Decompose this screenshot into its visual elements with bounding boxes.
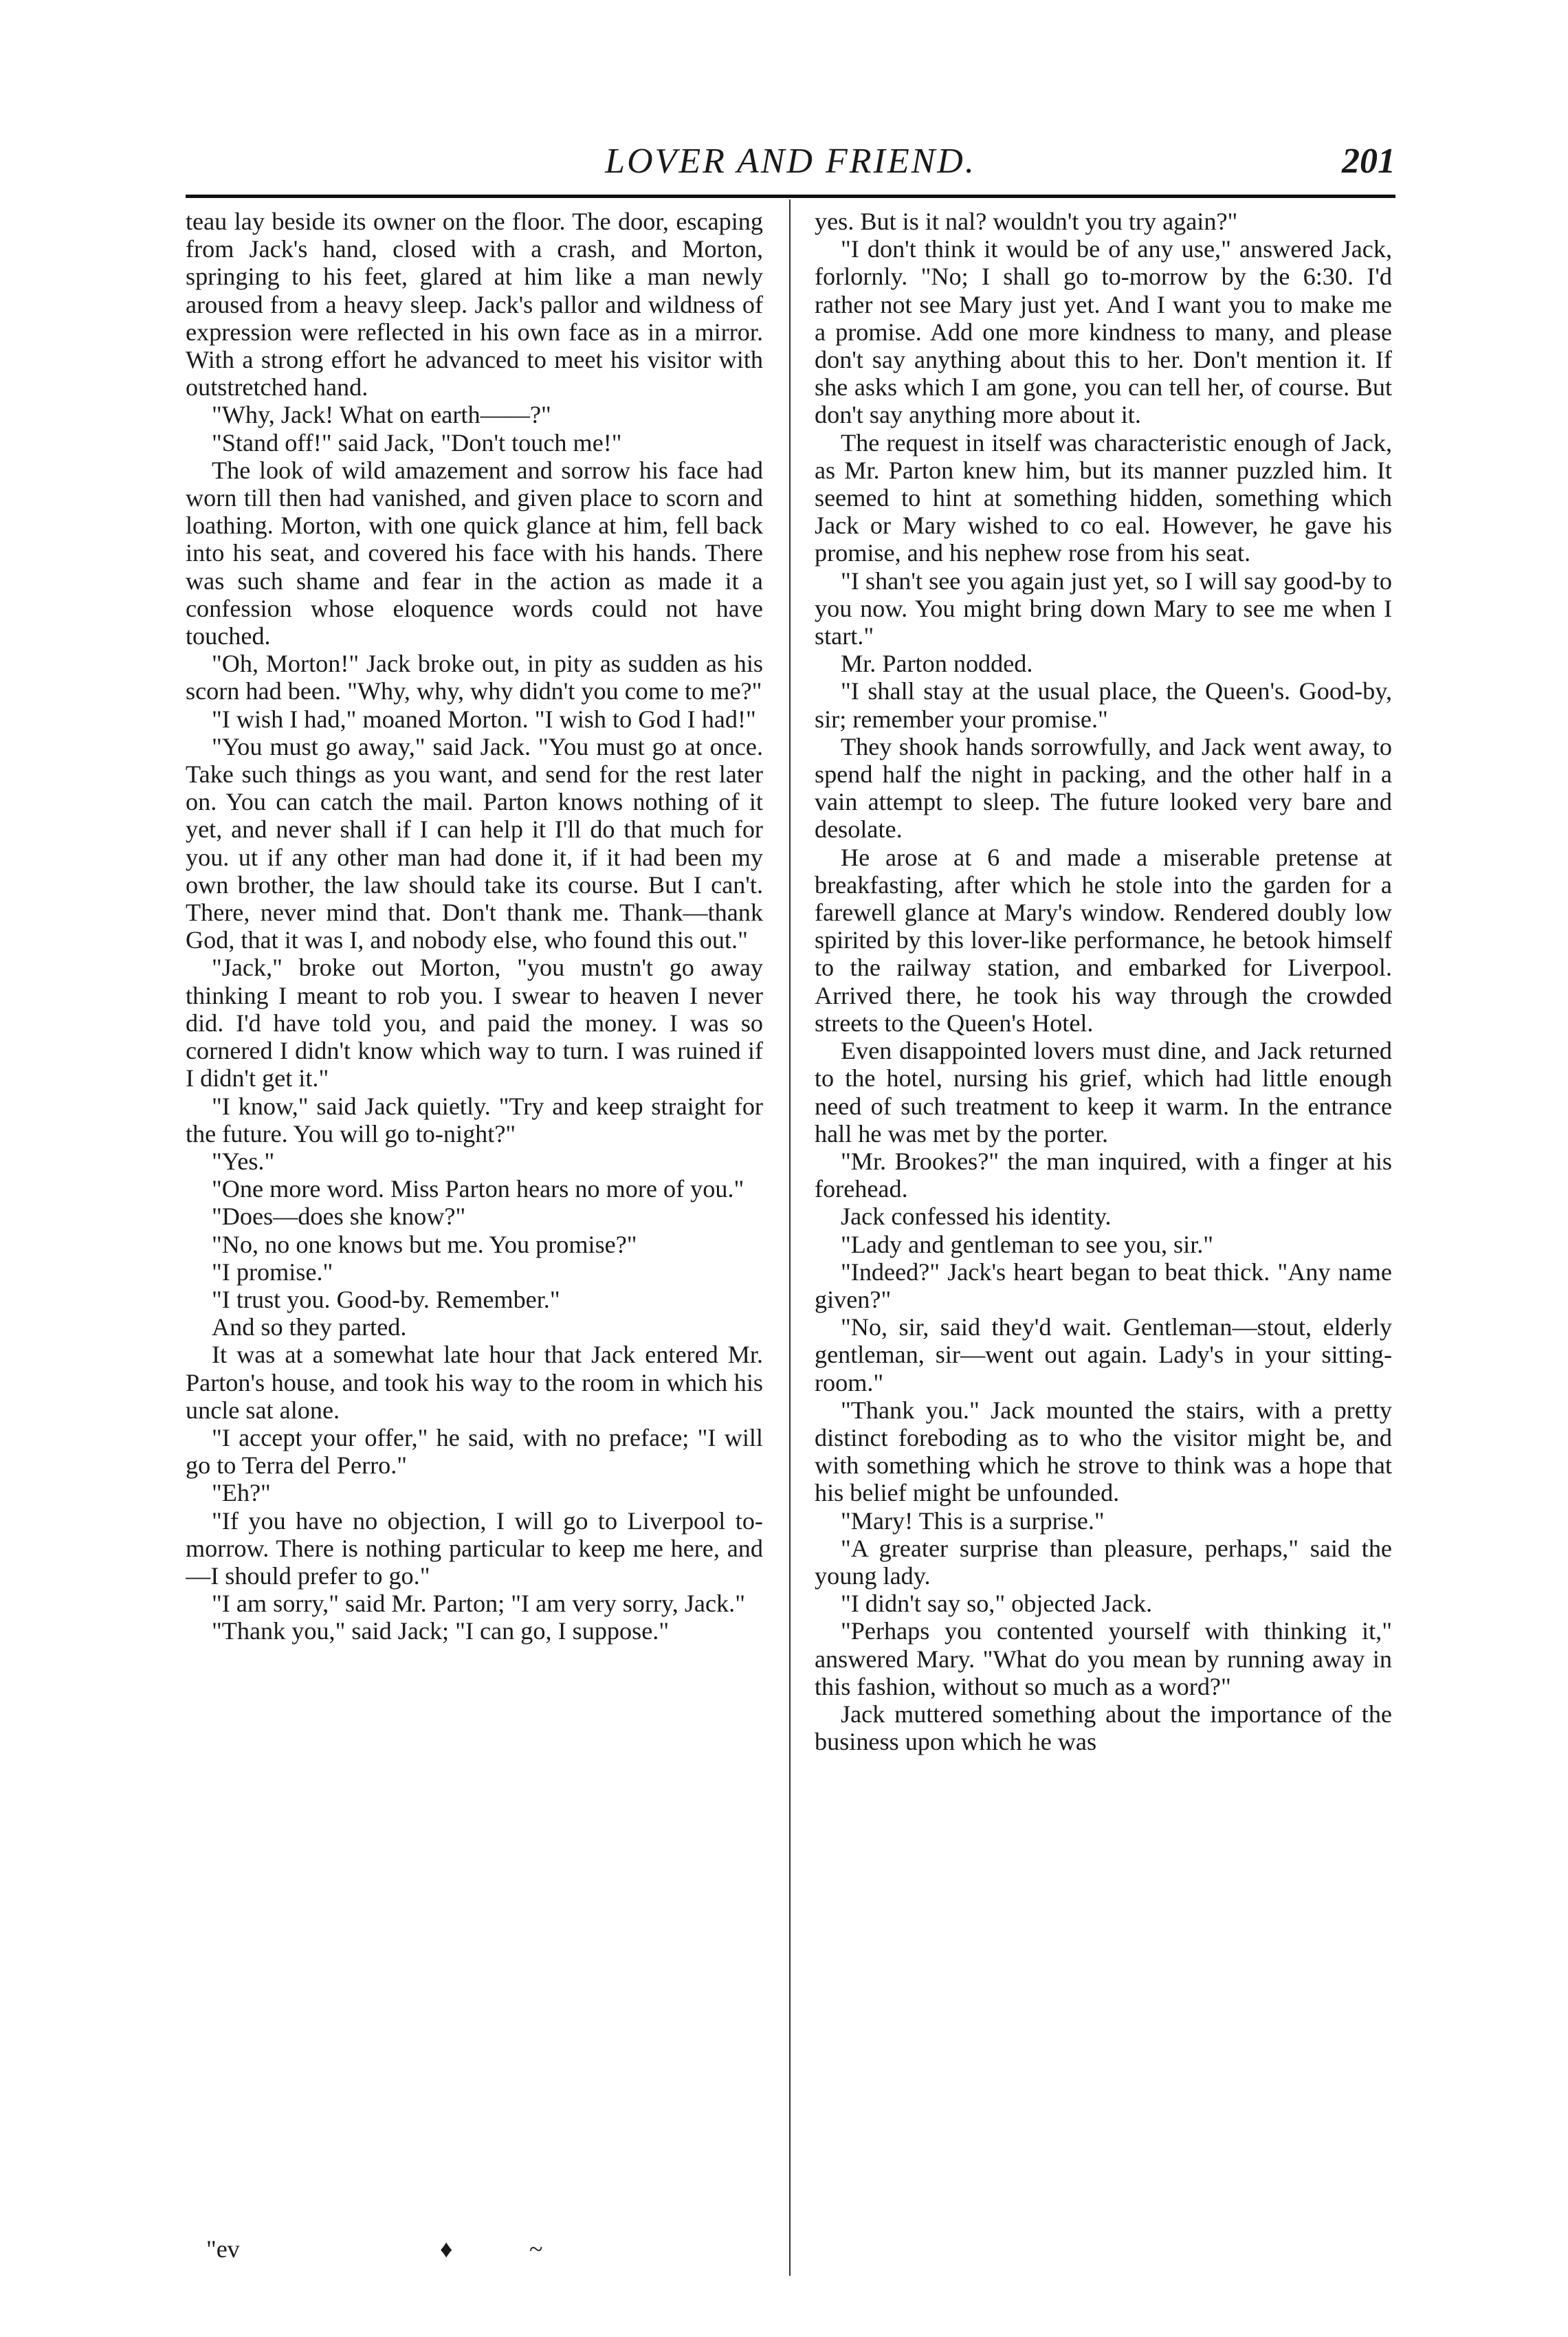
paragraph: Mr. Parton nodded. xyxy=(841,650,1033,678)
right-column xyxy=(815,208,1392,2277)
paragraph: "Thank you." Jack mounted the stairs, with a pretty distinct foreboding as to who the visitor might be, and with something which he strove to think was a hope that his belief might be unfounded. xyxy=(815,1396,1392,1507)
ornament-icon: ♦ xyxy=(440,2235,453,2263)
paragraph: Jack muttered something about the importance of the business upon which he was xyxy=(815,1700,1392,1756)
paragraph: "Stand off!" said Jack, "Don't touch me!" xyxy=(212,428,622,457)
paragraph: "Oh, Morton!" Jack broke out, in pity as sudden as his scorn had been. "Why, why, why didn't you come to me?" xyxy=(186,650,763,705)
footer-mark: "ev xyxy=(206,2235,240,2263)
paragraph: He arose at 6 and made a miserable pretense at breakfasting, after which he stole into the garden for a farewell glance at Mary's window. Rendered doubly low spirited by this lover-like performance, he betook himself to the railway station, and embarked for Liverpool. Arrived there, he took his way through the crowded streets to the Queen's Hotel. xyxy=(815,843,1392,1037)
paragraph: "Yes." xyxy=(212,1147,275,1175)
paragraph: "A greater surprise than pleasure, perhaps," said the young lady. xyxy=(815,1534,1392,1590)
paragraph: "I trust you. Good-by. Remember." xyxy=(212,1285,560,1313)
paragraph: "Perhaps you contented yourself with thinking it," answered Mary. "What do you mean by running away in this fashion, without so much as a word?" xyxy=(815,1617,1392,1700)
paragraph: "Jack," broke out Morton, "you mustn't go away thinking I meant to rob you. I swear to heaven I never did. I'd have told you, and paid the money. I was so cornered I didn't know which way to turn. I was ruined if I didn't get it." xyxy=(186,954,763,1093)
left-column xyxy=(186,208,763,2277)
paragraph: "I shall stay at the usual place, the Queen's. Good-by, sir; remember your promise." xyxy=(815,677,1392,733)
paragraph: "Does—does she know?" xyxy=(212,1203,466,1231)
paragraph: And so they parted. xyxy=(212,1313,407,1341)
footer-marks xyxy=(206,2235,687,2269)
paragraph: "Why, Jack! What on earth——?" xyxy=(212,401,551,429)
paragraph: "No, no one knows but me. You promise?" xyxy=(212,1230,637,1258)
paragraph: "I wish I had," moaned Morton. "I wish to God I had!" xyxy=(212,705,756,733)
paragraph: "No, sir, said they'd wait. Gentleman—stout, elderly gentleman, sir—went out again. Lady's in your sitting-room." xyxy=(815,1313,1392,1396)
running-title: LOVER AND FRIEND. xyxy=(605,142,976,181)
paragraph: "Mr. Brookes?" the man inquired, with a finger at his forehead. xyxy=(815,1147,1392,1203)
paragraph: "Indeed?" Jack's heart began to beat thick. "Any name given?" xyxy=(815,1258,1392,1313)
paragraph: "One more word. Miss Parton hears no more of you." xyxy=(212,1175,744,1203)
column-divider xyxy=(789,199,791,2276)
paragraph: They shook hands sorrowfully, and Jack went away, to spend half the night in packing, and the other half in a vain attempt to sleep. The future looked very bare and desolate. xyxy=(815,732,1392,844)
paragraph: yes. But is it nal? wouldn't you try again?" xyxy=(815,208,1238,235)
paragraph: "Lady and gentleman to see you, sir." xyxy=(841,1230,1214,1258)
page-header xyxy=(186,138,1395,193)
paragraph: The look of wild amazement and sorrow his face had worn till then had vanished, and given place to scorn and loathing. Morton, with one quick glance at him, fell back into his seat, and covered his face with his hands. There was such shame and fear in the action as made it a confession whose eloquence words could not have touched. xyxy=(186,456,763,650)
paragraph: teau lay beside its owner on the floor. The door, escaping from Jack's hand, closed with a crash, and Morton, springing to his feet, glared at him like a man newly aroused from a heavy sleep. Jack's pallor and wildness of expression were reflected in his own face as in a mirror. With a strong effort he advanced to meet his visitor with outstretched hand. xyxy=(186,208,763,402)
paragraph: "If you have no objection, I will go to Liverpool to-morrow. There is nothing particular to keep me here, and—I should prefer to go." xyxy=(186,1506,763,1590)
paragraph: "I shan't see you again just yet, so I will say good-by to you now. You might bring down Mary to see me when I start." xyxy=(815,567,1392,650)
footer-mark: ~ xyxy=(529,2235,543,2263)
paragraph: "I don't think it would be of any use," answered Jack, forlornly. "No; I shall go to-morrow by the 6:30. I'd rather not see Mary just yet. And I want you to make me a promise. Add one more kindness to many, and please don't say anything about this to her. Don't mention it. If she asks which I am gone, you can tell her, of course. But don't say anything more about it. xyxy=(815,235,1392,429)
paragraph: "You must go away," said Jack. "You must go at once. Take such things as you want, and send for the rest later on. You can catch the mail. Parton knows nothing of it yet, and never shall if I can help it I'll do that much for you. ut if any other man had done it, if it had been my own brother, the law should take its course. But I can't. There, never mind that. Don't thank me. Thank—thank God, that it was I, and nobody else, who found this out." xyxy=(186,732,763,954)
paragraph: "Eh?" xyxy=(212,1479,271,1507)
page-number: 201 xyxy=(1342,142,1395,181)
paragraph: Even disappointed lovers must dine, and Jack returned to the hotel, nursing his grief, which had little enough need of such treatment to keep it warm. In the entrance hall he was met by the porter. xyxy=(815,1037,1392,1148)
paragraph: "I am sorry," said Mr. Parton; "I am very sorry, Jack." xyxy=(212,1590,745,1618)
paragraph: It was at a somewhat late hour that Jack entered Mr. Parton's house, and took his way to the room in which his uncle sat alone. xyxy=(186,1341,763,1424)
paragraph: The request in itself was characteristic enough of Jack, as Mr. Parton knew him, but its manner puzzled him. It seemed to hint at something hidden, something which Jack or Mary wished to co eal. However, he gave his promise, and his nephew rose from his seat. xyxy=(815,428,1392,567)
paragraph: "Mary! This is a surprise." xyxy=(841,1506,1105,1535)
paragraph: Jack confessed his identity. xyxy=(841,1203,1112,1231)
paragraph: "I didn't say so," objected Jack. xyxy=(841,1590,1153,1618)
paragraph: "I know," said Jack quietly. "Try and keep straight for the future. You will go to-night?" xyxy=(186,1092,763,1148)
paragraph: "I accept your offer," he said, with no preface; "I will go to Terra del Perro." xyxy=(186,1423,763,1480)
header-rule xyxy=(186,195,1395,198)
paragraph: "I promise." xyxy=(212,1258,333,1286)
paragraph: "Thank you," said Jack; "I can go, I suppose." xyxy=(212,1617,670,1645)
